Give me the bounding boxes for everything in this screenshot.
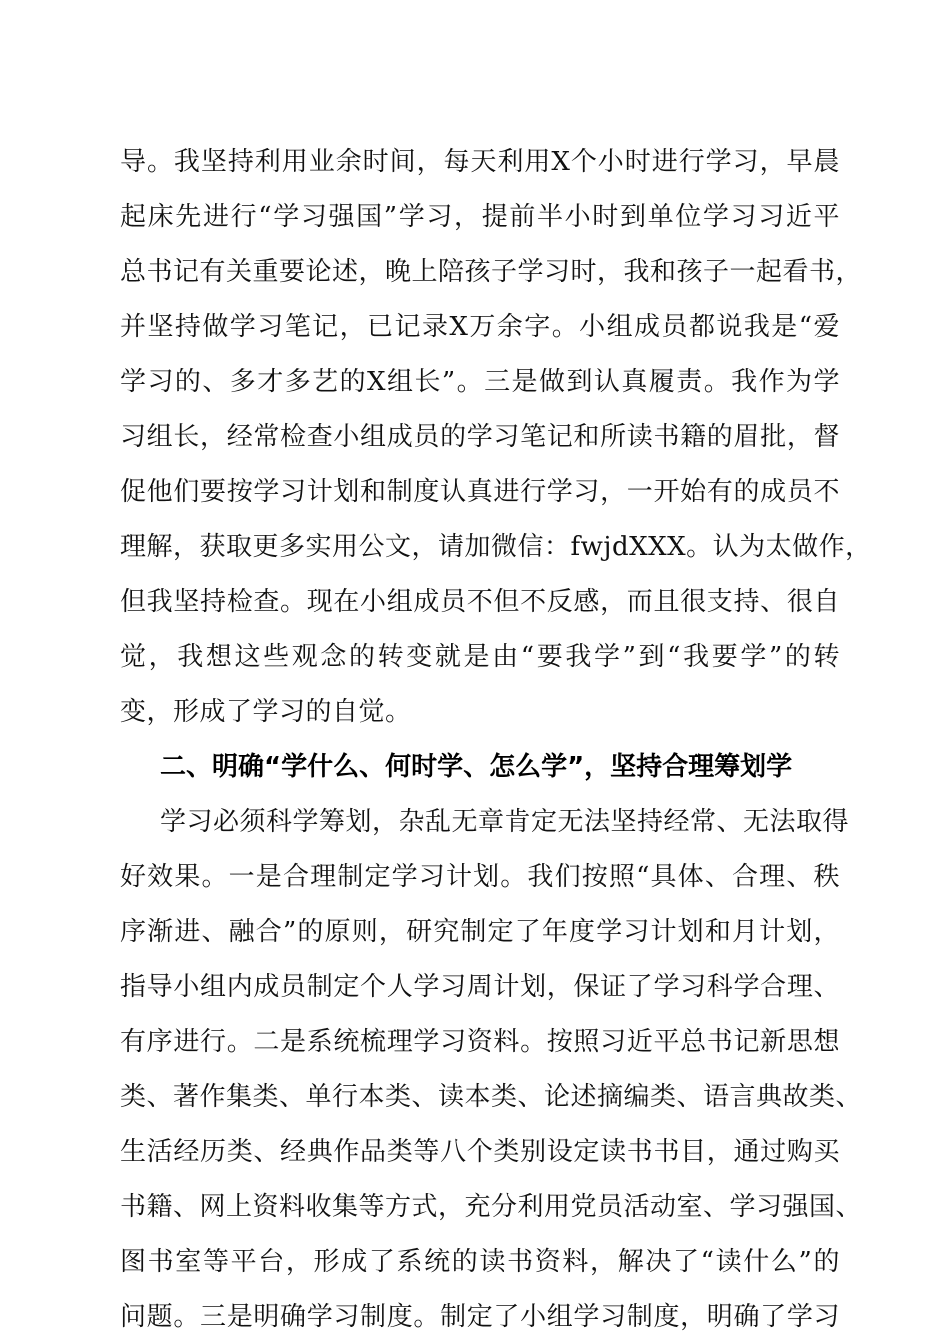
paragraph-line: 并坚持做学习笔记，已记录X万余字。小组成员都说我是“爱 — [120, 312, 840, 342]
paragraph-line: 理解，获取更多实用公文，请加微信：fwjdXXX。认为太做作， — [120, 532, 872, 562]
paragraph-line: 有序进行。二是系统梳理学习资料。按照习近平总书记新思想 — [120, 1027, 840, 1057]
paragraph-line: 生活经历类、经典作品类等八个类别设定读书书目，通过购买 — [120, 1137, 840, 1167]
paragraph-line: 学习的、多才多艺的X组长”。三是做到认真履责。我作为学 — [120, 367, 840, 397]
paragraph-line: 类、著作集类、单行本类、读本类、论述摘编类、语言典故类、 — [120, 1082, 863, 1112]
paragraph-line: 好效果。一是合理制定学习计划。我们按照“具体、合理、秩 — [120, 862, 840, 892]
paragraph-line: 起床先进行“学习强国”学习，提前半小时到单位学习习近平 — [120, 202, 840, 232]
paragraph-line: 问题。三是明确学习制度。制定了小组学习制度，明确了学习 — [120, 1302, 840, 1332]
paragraph-line: 导。我坚持利用业余时间，每天利用X个小时进行学习，早晨 — [120, 147, 840, 177]
paragraph-line: 变，形成了学习的自觉。 — [120, 697, 412, 727]
paragraph-line: 书籍、网上资料收集等方式，充分利用党员活动室、学习强国、 — [120, 1192, 863, 1222]
paragraph-line: 习组长，经常检查小组成员的学习笔记和所读书籍的眉批，督 — [120, 422, 840, 452]
paragraph-line: 图书室等平台，形成了系统的读书资料，解决了“读什么”的 — [120, 1247, 840, 1277]
section-heading: 二、明确“学什么、何时学、怎么学”，坚持合理筹划学 — [160, 752, 793, 782]
paragraph-line: 总书记有关重要论述，晚上陪孩子学习时，我和孩子一起看书， — [120, 257, 863, 287]
paragraph-line: 促他们要按学习计划和制度认真进行学习，一开始有的成员不 — [120, 477, 840, 507]
paragraph-line: 学习必须科学筹划，杂乱无章肯定无法坚持经常、无法取得 — [160, 807, 850, 837]
paragraph-line: 但我坚持检查。现在小组成员不但不反感，而且很支持、很自 — [120, 587, 840, 617]
paragraph-line: 序渐进、融合”的原则，研究制定了年度学习计划和月计划， — [120, 917, 840, 947]
paragraph-line: 觉，我想这些观念的转变就是由“要我学”到“我要学”的转 — [120, 642, 840, 672]
paragraph-line: 指导小组内成员制定个人学习周计划，保证了学习科学合理、 — [120, 972, 840, 1002]
